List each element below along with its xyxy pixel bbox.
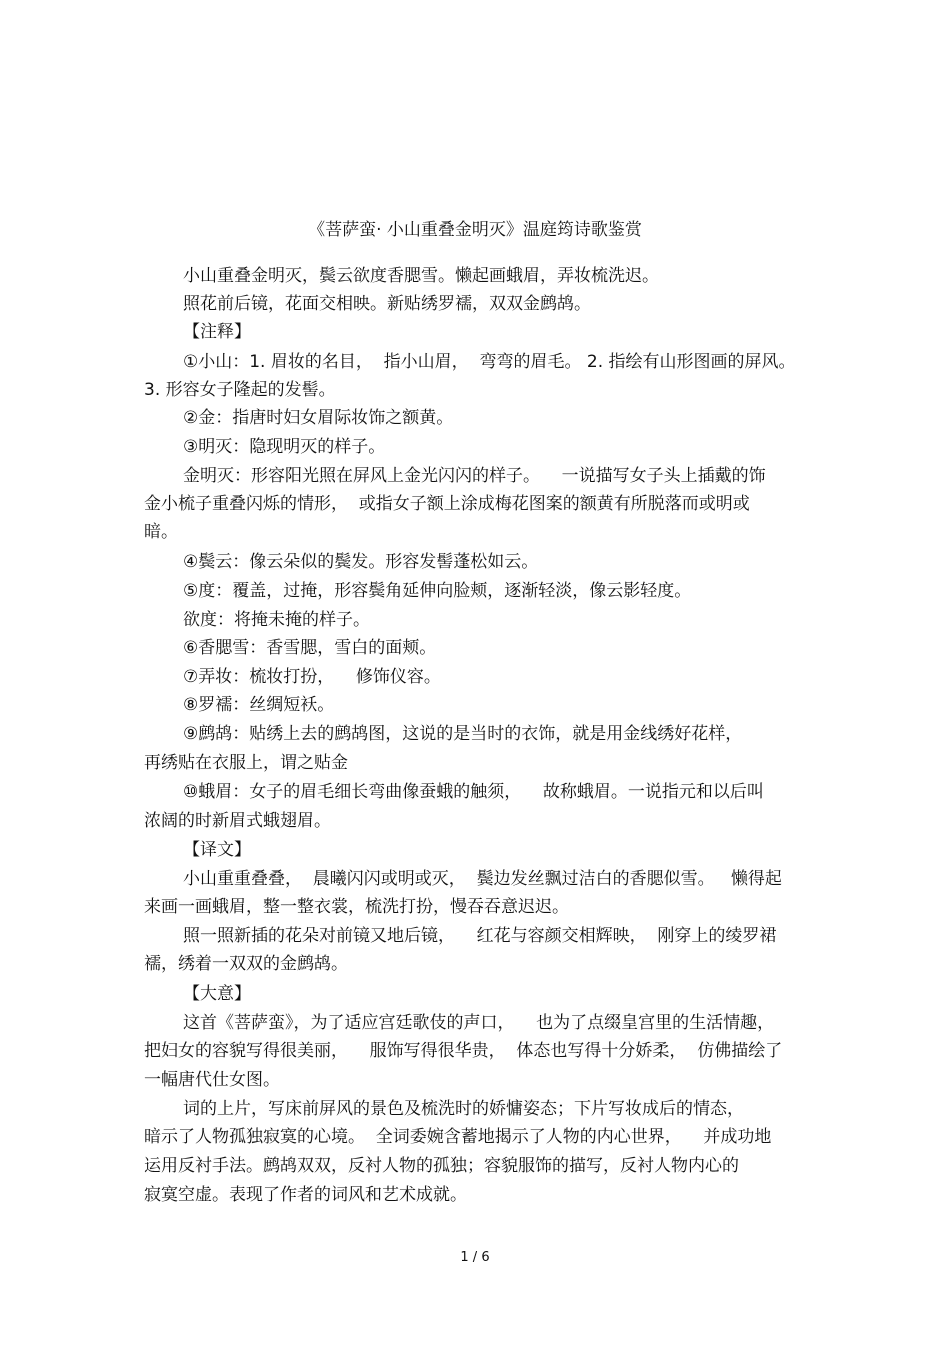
paragraph-line: 襦，绣着一双双的金鹧鸪。 xyxy=(144,954,348,974)
paragraph-line: ④鬓云：像云朵似的鬓发。形容发髻蓬松如云。 xyxy=(183,552,539,572)
paragraph-line: 金明灭：形容阳光照在屏风上金光闪闪的样子。 一说描写女子头上插戴的饰 xyxy=(183,466,766,486)
page-number: 1 / 6 xyxy=(460,1250,490,1265)
paragraph-line: 运用反衬手法。鹧鸪双双，反衬人物的孤独；容貌服饰的描写，反衬人物内心的 xyxy=(144,1156,739,1176)
paragraph-line: 暗。 xyxy=(144,522,178,542)
poem-line: 照花前后镜，花面交相映。新贴绣罗襦，双双金鹧鸪。 xyxy=(183,294,591,314)
paragraph-line: 把妇女的容貌写得很美丽， 服饰写得很华贵， 体态也写得十分娇柔， 仿佛描绘了 xyxy=(144,1041,783,1061)
paragraph-line: 这首《菩萨蛮》，为了适应宫廷歌伎的声口， 也为了点缀皇宫里的生活情趣， xyxy=(183,1013,775,1033)
paragraph-line: 小山重重叠叠， 晨曦闪闪或明或灭， 鬓边发丝飘过洁白的香腮似雪。 懒得起 xyxy=(183,869,782,889)
paragraph-line: ⑧罗襦：丝绸短袄。 xyxy=(183,695,335,715)
paragraph-line: ③明灭：隐现明灭的样子。 xyxy=(183,437,386,457)
paragraph-line: ①小山：1. 眉妆的名目， 指小山眉， 弯弯的眉毛。 2. 指绘有山形图画的屏风。 xyxy=(183,352,796,372)
section-heading: 【译文】 xyxy=(183,840,251,860)
paragraph-line: 来画一画蛾眉，整一整衣裳，梳洗打扮，慢吞吞意迟迟。 xyxy=(144,897,569,917)
paragraph-line: 欲度：将掩未掩的样子。 xyxy=(183,610,370,630)
paragraph-line: 照一照新插的花朵对前镜又地后镜， 红花与容颜交相辉映， 刚穿上的绫罗裙 xyxy=(183,926,777,946)
paragraph-line: 词的上片，写床前屏风的景色及梳洗时的娇慵姿态；下片写妆成后的情态， xyxy=(183,1099,744,1119)
document-title: 《菩萨蛮· 小山重叠金明灭》温庭筠诗歌鉴赏 xyxy=(308,220,642,240)
paragraph-line: ⑤度：覆盖，过掩，形容鬓角延伸向脸颊，逐渐轻淡，像云影轻度。 xyxy=(183,581,692,601)
paragraph-line: ⑩蛾眉：女子的眉毛细长弯曲像蚕蛾的触须， 故称蛾眉。一说指元和以后叫 xyxy=(183,782,764,802)
paragraph-line: 再绣贴在衣服上，谓之贴金 xyxy=(144,753,348,773)
section-heading: 【大意】 xyxy=(183,984,251,1004)
paragraph-line: 一幅唐代仕女图。 xyxy=(144,1070,280,1090)
paragraph-line: ⑦弄妆：梳妆打扮， 修饰仪容。 xyxy=(183,667,441,687)
poem-line: 小山重叠金明灭，鬓云欲度香腮雪。懒起画蛾眉，弄妆梳洗迟。 xyxy=(183,266,659,286)
paragraph-line: 金小梳子重叠闪烁的情形， 或指女子额上涂成梅花图案的额黄有所脱落而或明或 xyxy=(144,494,750,514)
paragraph-line: 3. 形容女子隆起的发髻。 xyxy=(144,380,336,400)
paragraph-line: ⑨鹧鸪：贴绣上去的鹧鸪图，这说的是当时的衣饰，就是用金线绣好花样， xyxy=(183,724,743,744)
paragraph-line: 寂寞空虚。表现了作者的词风和艺术成就。 xyxy=(144,1185,467,1205)
paragraph-line: ②金：指唐时妇女眉际妆饰之额黄。 xyxy=(183,408,454,428)
section-heading: 【注释】 xyxy=(183,322,251,342)
paragraph-line: ⑥香腮雪：香雪腮，雪白的面颊。 xyxy=(183,638,437,658)
paragraph-line: 暗示了人物孤独寂寞的心境。 全词委婉含蓄地揭示了人物的内心世界， 并成功地 xyxy=(144,1127,772,1147)
paragraph-line: 浓阔的时新眉式蛾翅眉。 xyxy=(144,811,331,831)
